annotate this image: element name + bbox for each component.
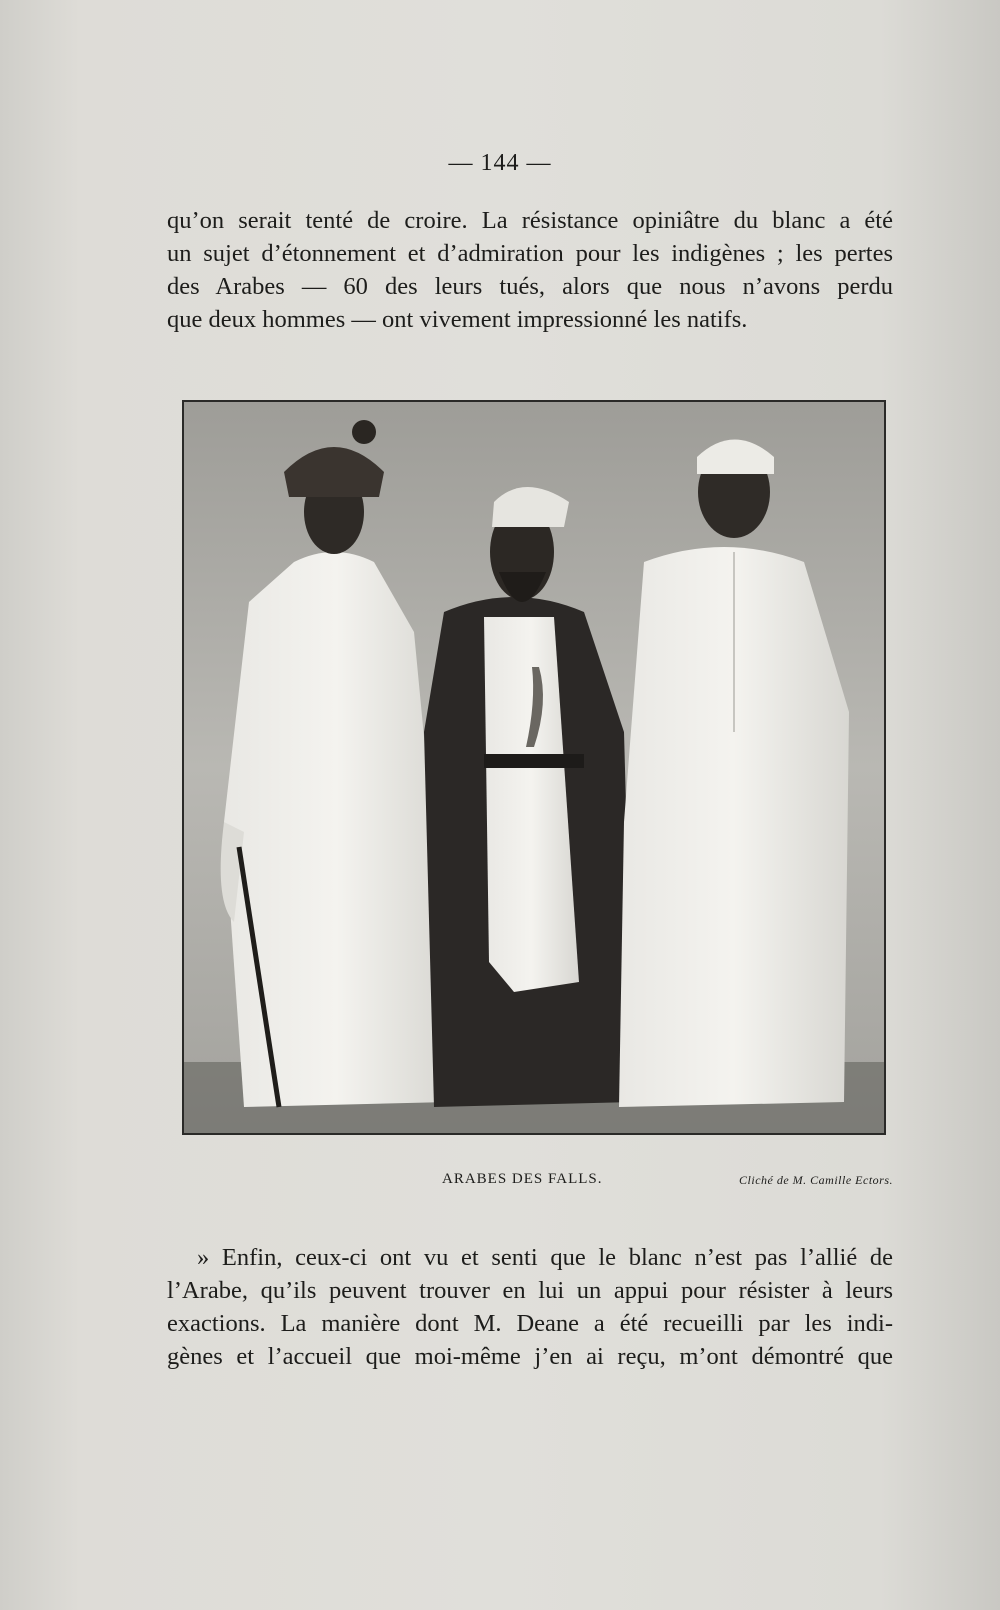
text-line: qu’on serait tenté de croire. La résistance opiniâtre du blanc a été [167, 207, 893, 234]
page-number: — 144 — [448, 150, 552, 176]
text-line: exactions. La manière dont M. Deane a été recueilli par les indi- [167, 1310, 893, 1337]
photograph-three-men [182, 400, 886, 1135]
paragraph-top [167, 204, 893, 336]
photo-illustration [184, 402, 884, 1133]
paragraph-bottom [167, 1241, 893, 1373]
text-line: que deux hommes — ont vivement impressionné les natifs. [167, 306, 748, 333]
text-line: » Enfin, ceux-ci ont vu et senti que le blanc n’est pas l’allié de [197, 1244, 893, 1271]
text-line: l’Arabe, qu’ils peuvent trouver en lui un appui pour résister à leurs [167, 1277, 893, 1304]
caption-title: ARABES DES FALLS. [442, 1171, 603, 1187]
figure-caption [167, 1171, 893, 1191]
text-line: un sujet d’étonnement et d’admiration pour les indigènes ; les pertes [167, 240, 893, 267]
photo-credit: Cliché de M. Camille Ectors. [739, 1173, 893, 1187]
text-line: des Arabes — 60 des leurs tués, alors que nous n’avons perdu [167, 273, 893, 300]
text-line: gènes et l’accueil que moi-même j’en ai reçu, m’ont démontré que [167, 1343, 893, 1370]
